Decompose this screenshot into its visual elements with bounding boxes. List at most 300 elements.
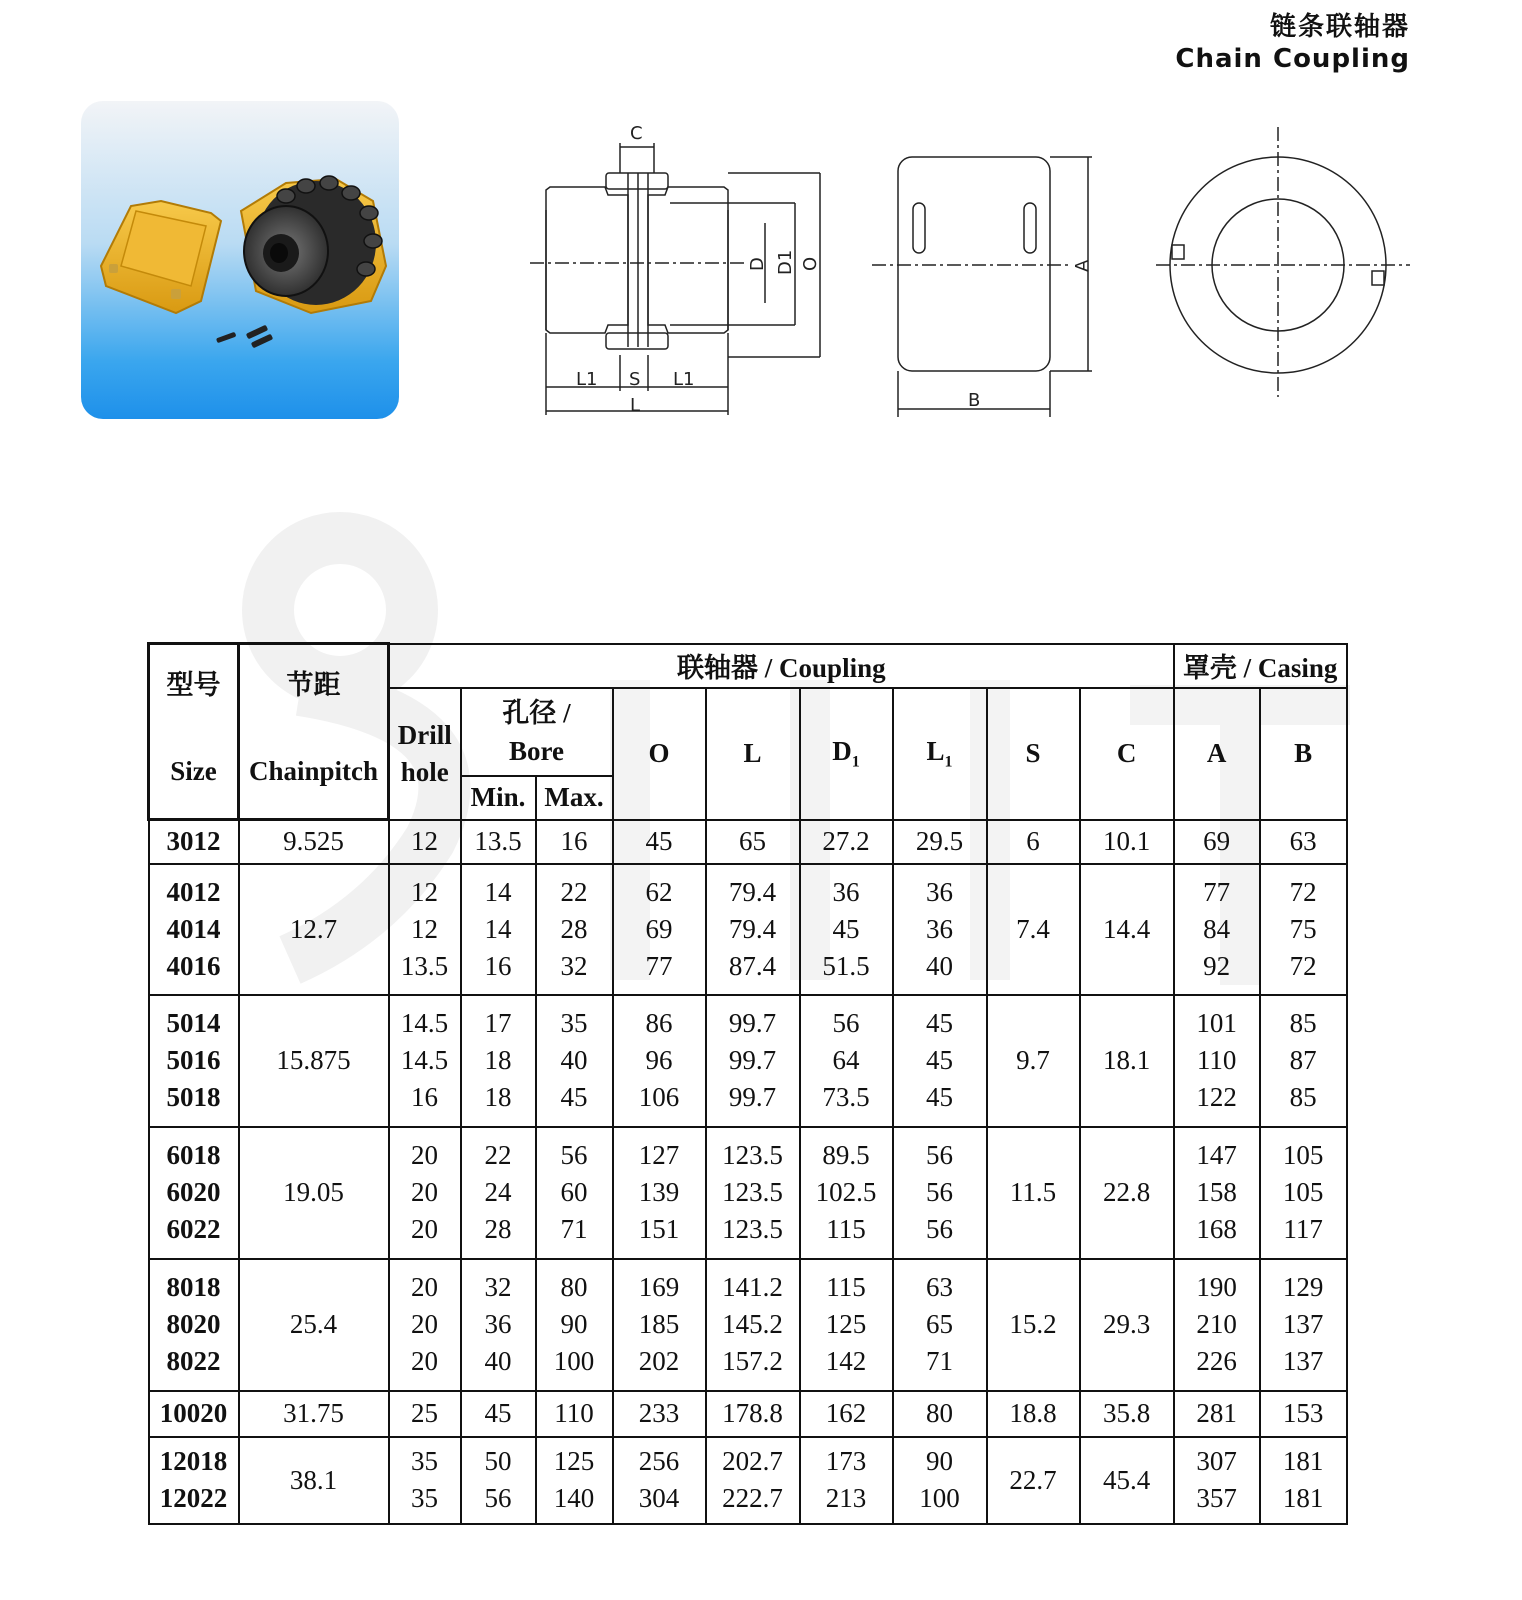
size-value: 10020	[159, 1398, 228, 1428]
o-value: 96	[645, 1045, 673, 1075]
cell-d1	[800, 995, 893, 1127]
l1-value: 40	[926, 950, 953, 981]
max-value: 28	[560, 913, 588, 944]
cell-a	[1174, 820, 1260, 864]
header-o: O	[613, 688, 706, 820]
a-value: 110	[1196, 1045, 1237, 1075]
dim-label-l1-right: L1	[673, 369, 695, 390]
header-bore-en: Bore	[509, 735, 564, 766]
cell-min	[461, 820, 536, 864]
min-value: 14	[484, 876, 512, 907]
l1-value: 80	[926, 1398, 953, 1428]
cell-o	[613, 1391, 706, 1437]
l-value: 99.7	[728, 1008, 777, 1038]
cell-l1	[893, 1391, 987, 1437]
title-block	[1175, 10, 1410, 74]
drill-value: 35	[411, 1446, 438, 1476]
drill-value: 20	[411, 1214, 438, 1244]
cell-o	[613, 995, 706, 1127]
cell-chainpitch: 15.875	[239, 995, 389, 1127]
cell-o	[613, 864, 706, 995]
size-value: 5016	[166, 1045, 221, 1075]
drill-value: 20	[411, 1140, 438, 1170]
l-value: 99.7	[728, 1082, 777, 1112]
l-value: 79.4	[728, 913, 777, 944]
max-value: 100	[553, 1346, 595, 1376]
header-bore-cn: 孔径 /	[502, 697, 571, 728]
cell-max	[536, 995, 613, 1127]
table-row	[149, 1437, 1347, 1524]
size-value: 4014	[166, 913, 221, 944]
cell-b	[1260, 820, 1347, 864]
dim-label-a: A	[1072, 259, 1093, 272]
drill-value: 12	[411, 876, 438, 907]
size-value: 6018	[166, 1140, 221, 1170]
cell-min	[461, 1391, 536, 1437]
a-value: 77	[1203, 876, 1231, 907]
size-value: 4016	[166, 950, 221, 981]
b-value: 153	[1282, 1398, 1324, 1428]
l1-value: 29.5	[915, 826, 964, 856]
o-value: 202	[638, 1346, 680, 1376]
drill-value: 16	[411, 1082, 438, 1112]
l-value: 79.4	[728, 876, 777, 907]
cell-l	[706, 995, 800, 1127]
header-l1-sub: 1	[944, 753, 953, 771]
l-value: 123.5	[722, 1140, 783, 1170]
cell-l1	[893, 1437, 987, 1524]
cell-o	[613, 1259, 706, 1391]
cell-l1	[893, 1259, 987, 1391]
dim-label-d: D	[747, 257, 768, 271]
specification-rows	[149, 820, 1347, 1524]
header-chainpitch	[239, 644, 389, 820]
size-value: 8022	[166, 1346, 221, 1376]
cell-o	[613, 1437, 706, 1524]
min-value: 50	[484, 1446, 512, 1476]
min-value: 22	[484, 1140, 512, 1170]
cell-size	[149, 995, 239, 1127]
o-value: 106	[638, 1082, 680, 1112]
max-value: 22	[560, 876, 588, 907]
a-value: 281	[1196, 1398, 1237, 1428]
a-value: 84	[1203, 913, 1231, 944]
d1-value: 36	[832, 876, 860, 907]
cell-chainpitch: 38.1	[239, 1437, 389, 1524]
max-value: 56	[560, 1140, 588, 1170]
dim-label-b: B	[968, 390, 981, 411]
min-value: 56	[484, 1483, 512, 1513]
b-value: 117	[1283, 1214, 1323, 1244]
header-bore	[461, 688, 613, 776]
l1-value: 36	[926, 913, 953, 944]
o-value: 304	[638, 1483, 680, 1513]
size-value: 5018	[166, 1082, 221, 1112]
cell-a	[1174, 995, 1260, 1127]
cell-chainpitch: 31.75	[239, 1391, 389, 1437]
min-value: 28	[484, 1214, 512, 1244]
l1-value: 36	[926, 876, 953, 907]
cell-min	[461, 864, 536, 995]
cell-s: 9.7	[987, 995, 1080, 1127]
l-value: 123.5	[722, 1214, 783, 1244]
cell-drill	[389, 864, 461, 995]
d1-value: 51.5	[822, 950, 870, 981]
cell-chainpitch: 12.7	[239, 864, 389, 995]
cell-c: 18.1	[1080, 995, 1174, 1127]
l-value: 157.2	[722, 1346, 783, 1376]
cell-c: 14.4	[1080, 864, 1174, 995]
cell-l1	[893, 995, 987, 1127]
size-value: 12018	[159, 1446, 228, 1476]
cell-d1	[800, 1437, 893, 1524]
a-value: 168	[1196, 1214, 1237, 1244]
cell-size	[149, 1391, 239, 1437]
cell-d1	[800, 1259, 893, 1391]
cell-c: 45.4	[1080, 1437, 1174, 1524]
d1-value: 27.2	[822, 826, 870, 856]
drill-value: 12	[411, 826, 438, 856]
max-value: 140	[553, 1483, 595, 1513]
drill-value: 20	[411, 1272, 438, 1302]
min-value: 36	[484, 1309, 512, 1339]
o-value: 169	[638, 1272, 680, 1302]
cell-max	[536, 1437, 613, 1524]
cell-l1	[893, 864, 987, 995]
header-size	[149, 644, 239, 820]
title-chinese: 链条联轴器	[1269, 12, 1410, 42]
cell-d1	[800, 864, 893, 995]
drill-value: 12	[411, 913, 438, 944]
d1-value: 64	[832, 1045, 860, 1075]
dim-label-c: C	[630, 123, 643, 144]
cell-max	[536, 1259, 613, 1391]
table-row	[149, 864, 1347, 995]
drill-value: 14.5	[400, 1045, 449, 1075]
d1-value: 162	[825, 1398, 867, 1428]
header-l1	[893, 688, 987, 820]
l-value: 178.8	[722, 1398, 783, 1428]
cell-a	[1174, 1391, 1260, 1437]
table-row	[149, 995, 1347, 1127]
max-value: 16	[560, 826, 588, 856]
drill-value: 20	[411, 1346, 438, 1376]
cell-b	[1260, 995, 1347, 1127]
b-value: 181	[1282, 1446, 1324, 1476]
cell-size	[149, 1127, 239, 1259]
product-photo	[81, 101, 399, 419]
l-value: 99.7	[728, 1045, 777, 1075]
header-size-cn: 型号	[166, 670, 221, 700]
d1-value: 89.5	[822, 1140, 870, 1170]
l1-value: 100	[919, 1483, 960, 1513]
o-value: 86	[645, 1008, 673, 1038]
cell-b	[1260, 1437, 1347, 1524]
cell-d1	[800, 820, 893, 864]
min-value: 16	[484, 950, 512, 981]
cell-l	[706, 1127, 800, 1259]
header-d1	[800, 688, 893, 820]
cell-drill	[389, 1259, 461, 1391]
b-value: 72	[1289, 950, 1317, 981]
cell-max	[536, 1127, 613, 1259]
drill-value: 25	[411, 1398, 438, 1428]
cell-o	[613, 1127, 706, 1259]
cell-a	[1174, 1127, 1260, 1259]
dim-label-l1-left: L1	[576, 369, 598, 390]
dim-label-d1: D1	[775, 249, 796, 275]
max-value: 40	[560, 1045, 588, 1075]
title-english: Chain Coupling	[1175, 44, 1410, 74]
max-value: 125	[553, 1446, 595, 1476]
o-value: 62	[645, 876, 673, 907]
size-value: 5014	[166, 1008, 221, 1038]
max-value: 35	[560, 1008, 588, 1038]
b-value: 137	[1282, 1309, 1324, 1339]
min-value: 18	[484, 1082, 512, 1112]
a-value: 122	[1196, 1082, 1237, 1112]
b-value: 181	[1282, 1483, 1324, 1513]
max-value: 45	[560, 1082, 588, 1112]
drill-value: 20	[411, 1309, 438, 1339]
b-value: 85	[1289, 1008, 1317, 1038]
cell-b	[1260, 1391, 1347, 1437]
o-value: 45	[645, 826, 673, 856]
min-value: 13.5	[474, 826, 522, 856]
cell-s: 7.4	[987, 864, 1080, 995]
d1-value: 173	[825, 1446, 867, 1476]
a-value: 190	[1196, 1272, 1237, 1302]
header-size-en: Size	[170, 756, 217, 786]
min-value: 17	[484, 1008, 512, 1038]
o-value: 77	[645, 950, 673, 981]
cell-l	[706, 1437, 800, 1524]
min-value: 24	[484, 1177, 512, 1207]
cell-c: 35.8	[1080, 1391, 1174, 1437]
cell-drill	[389, 1127, 461, 1259]
b-value: 105	[1282, 1177, 1324, 1207]
o-value: 256	[638, 1446, 680, 1476]
cell-max	[536, 1391, 613, 1437]
size-value: 12022	[159, 1483, 228, 1513]
cell-max	[536, 820, 613, 864]
min-value: 18	[484, 1045, 512, 1075]
o-value: 233	[638, 1398, 680, 1428]
b-value: 63	[1289, 826, 1317, 856]
a-value: 147	[1196, 1140, 1237, 1170]
cell-drill	[389, 820, 461, 864]
cell-l	[706, 1391, 800, 1437]
cell-min	[461, 1127, 536, 1259]
l1-value: 56	[926, 1177, 953, 1207]
b-value: 75	[1289, 913, 1317, 944]
size-value: 8018	[166, 1272, 221, 1302]
size-value: 3012	[166, 826, 221, 857]
b-value: 129	[1282, 1272, 1324, 1302]
header-l1-main: L	[926, 735, 945, 766]
cell-l1	[893, 820, 987, 864]
l1-value: 65	[926, 1309, 953, 1339]
header-pitch-en: Chainpitch	[248, 756, 379, 786]
cell-s: 18.8	[987, 1391, 1080, 1437]
size-value: 6022	[166, 1214, 221, 1244]
cell-drill	[389, 1391, 461, 1437]
cell-d1	[800, 1391, 893, 1437]
chain-coupling-illustration	[81, 101, 399, 419]
d1-value: 56	[832, 1008, 860, 1038]
min-value: 40	[484, 1346, 512, 1376]
cell-a	[1174, 864, 1260, 995]
l1-value: 56	[926, 1140, 953, 1170]
header-b: B	[1260, 688, 1347, 820]
a-value: 69	[1203, 826, 1231, 856]
table-row	[149, 1259, 1347, 1391]
drill-value: 13.5	[400, 950, 449, 981]
header-drill-hole: Drill hole	[389, 688, 461, 820]
cell-c: 10.1	[1080, 820, 1174, 864]
l1-value: 71	[926, 1346, 953, 1376]
cell-min	[461, 1437, 536, 1524]
cell-size	[149, 1259, 239, 1391]
header-pitch-cn: 节距	[286, 670, 341, 700]
o-value: 127	[638, 1140, 680, 1170]
header-bore-max: Max.	[536, 776, 613, 820]
o-value: 185	[638, 1309, 680, 1339]
cell-l1	[893, 1127, 987, 1259]
d1-value: 115	[826, 1214, 866, 1244]
cell-b	[1260, 1127, 1347, 1259]
l-value: 145.2	[722, 1309, 783, 1339]
cell-l	[706, 820, 800, 864]
header-s: S	[987, 688, 1080, 820]
cell-drill	[389, 1437, 461, 1524]
cell-c: 22.8	[1080, 1127, 1174, 1259]
l-value: 141.2	[722, 1272, 783, 1302]
b-value: 85	[1289, 1082, 1317, 1112]
cell-d1	[800, 1127, 893, 1259]
header-bore-min: Min.	[461, 776, 536, 820]
a-value: 226	[1196, 1346, 1237, 1376]
cell-s: 15.2	[987, 1259, 1080, 1391]
cell-size	[149, 1437, 239, 1524]
cell-chainpitch: 25.4	[239, 1259, 389, 1391]
d1-value: 213	[825, 1483, 867, 1513]
cell-l	[706, 864, 800, 995]
cell-chainpitch: 19.05	[239, 1127, 389, 1259]
header-d1-main: D	[832, 735, 852, 766]
l1-value: 45	[926, 1082, 953, 1112]
cell-a	[1174, 1437, 1260, 1524]
max-value: 80	[560, 1272, 588, 1302]
o-value: 139	[638, 1177, 680, 1207]
l1-value: 90	[926, 1446, 953, 1476]
l-value: 202.7	[722, 1446, 783, 1476]
cell-s: 11.5	[987, 1127, 1080, 1259]
d1-value: 73.5	[822, 1082, 870, 1112]
cell-b	[1260, 864, 1347, 995]
b-value: 137	[1282, 1346, 1324, 1376]
specification-table	[147, 642, 1348, 1525]
header-casing: 罩壳 / Casing	[1174, 644, 1347, 688]
table-row	[149, 820, 1347, 864]
header-coupling: 联轴器 / Coupling	[389, 644, 1174, 688]
cell-c: 29.3	[1080, 1259, 1174, 1391]
d1-value: 102.5	[815, 1177, 877, 1207]
max-value: 32	[560, 950, 588, 981]
header-a: A	[1174, 688, 1260, 820]
min-value: 32	[484, 1272, 512, 1302]
max-value: 90	[560, 1309, 588, 1339]
a-value: 101	[1196, 1008, 1237, 1038]
technical-drawings	[520, 115, 1420, 425]
b-value: 105	[1282, 1140, 1324, 1170]
l-value: 87.4	[728, 950, 777, 981]
header-d1-sub: 1	[851, 753, 860, 771]
l-value: 222.7	[722, 1483, 783, 1513]
header-c: C	[1080, 688, 1174, 820]
d1-value: 115	[826, 1272, 866, 1302]
cell-s: 22.7	[987, 1437, 1080, 1524]
l1-value: 56	[926, 1214, 953, 1244]
drill-value: 35	[411, 1483, 438, 1513]
cell-drill	[389, 995, 461, 1127]
cell-o	[613, 820, 706, 864]
d1-value: 125	[825, 1309, 867, 1339]
size-value: 4012	[166, 876, 221, 907]
drill-value: 14.5	[400, 1008, 449, 1038]
cell-s: 6	[987, 820, 1080, 864]
cell-size	[149, 820, 239, 864]
o-value: 151	[638, 1214, 680, 1244]
max-value: 60	[560, 1177, 588, 1207]
a-value: 357	[1196, 1483, 1237, 1513]
table-row	[149, 1127, 1347, 1259]
min-value: 14	[484, 913, 512, 944]
l1-value: 63	[926, 1272, 953, 1302]
header-l: L	[706, 688, 800, 820]
size-value: 6020	[166, 1177, 221, 1207]
dim-label-o: O	[800, 256, 821, 271]
b-value: 87	[1289, 1045, 1317, 1075]
cell-l	[706, 1259, 800, 1391]
a-value: 210	[1196, 1309, 1237, 1339]
b-value: 72	[1289, 876, 1317, 907]
cell-b	[1260, 1259, 1347, 1391]
table-row	[149, 1391, 1347, 1437]
a-value: 92	[1203, 950, 1231, 981]
l-value: 123.5	[722, 1177, 783, 1207]
cell-size	[149, 864, 239, 995]
size-value: 8020	[166, 1309, 221, 1339]
cell-min	[461, 995, 536, 1127]
dim-label-l: L	[630, 395, 641, 416]
l1-value: 45	[926, 1045, 953, 1075]
d1-value: 142	[825, 1346, 867, 1376]
a-value: 307	[1196, 1446, 1237, 1476]
l-value: 65	[739, 826, 766, 856]
d1-value: 45	[832, 913, 860, 944]
max-value: 110	[554, 1398, 594, 1428]
drill-value: 20	[411, 1177, 438, 1207]
dim-label-s: S	[629, 369, 641, 390]
max-value: 71	[560, 1214, 588, 1244]
cell-min	[461, 1259, 536, 1391]
cell-a	[1174, 1259, 1260, 1391]
a-value: 158	[1196, 1177, 1237, 1207]
cell-chainpitch: 9.525	[239, 820, 389, 864]
min-value: 45	[484, 1398, 512, 1428]
o-value: 69	[645, 913, 673, 944]
